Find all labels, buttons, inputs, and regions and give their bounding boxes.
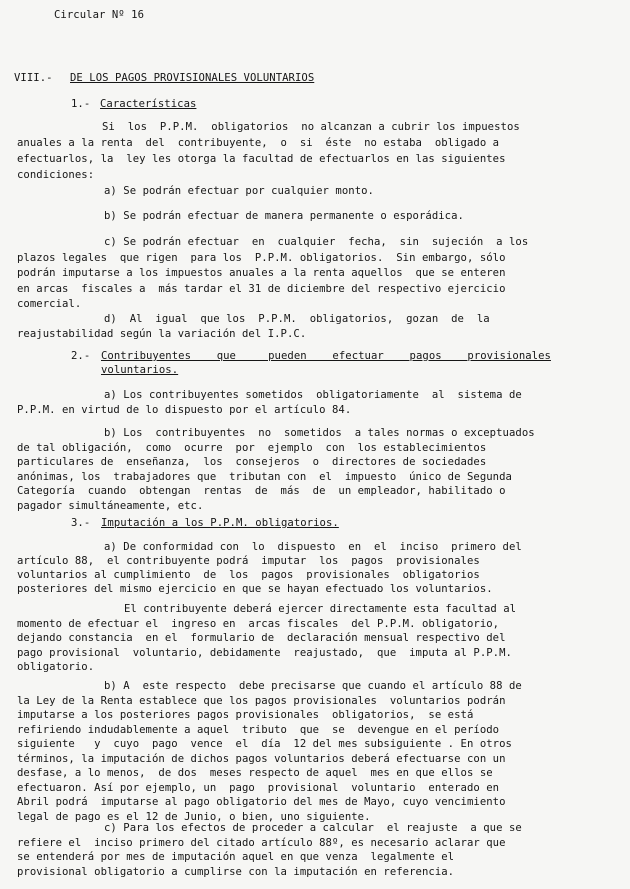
sub3-item-b-line: Abril podrá imputarse al pago obligatorio del mes de Mayo, cuyo vencimiento: [17, 796, 506, 808]
sub3-item-b-line: desfase, a lo menos, de dos meses respecto de aquel mes en que ellos se: [17, 767, 493, 779]
section-number: VIII.-: [14, 72, 53, 84]
sub3-item-a-line: artículo 88, el contribuyente podrá imputar los pagos provisionales: [17, 555, 480, 567]
sub1-item-c-line: podrán imputarse a los impuestos anuales a la renta aquellos que se enteren: [17, 267, 506, 279]
subsection-3-title: Imputación a los P.P.M. obligatorios.: [101, 517, 339, 529]
sub2-item-b-line: b) Los contribuyentes no sometidos a tales normas o exceptuados: [104, 427, 535, 439]
sub3-para-2-line: El contribuyente deberá ejercer directamente esta facultad al: [124, 603, 517, 615]
sub3-item-b-line: imputarse a los posteriores pagos provisionales obligatorios, se está: [17, 709, 474, 721]
sub1-item-c-line: plazos legales que rigen para los P.P.M. obligatorios. Sin embargo, sólo: [17, 251, 506, 264]
sub1-item-c-line: en arcas fiscales a más tardar el 31 de diciembre del respectivo ejercicio: [17, 282, 506, 295]
sub3-item-c-line: refiere el inciso primero del citado artículo 88º, es necesario aclarar que: [17, 836, 506, 849]
sub1-intro-line: efectuarlos, la ley les otorga la facultad de efectuarlos en las siguientes: [17, 153, 506, 165]
sub1-item-d-line: d) Al igual que los P.P.M. obligatorios, gozan de la: [104, 313, 490, 325]
sub2-item-a-line: a) Los contribuyentes sometidos obligatoriamente al sistema de: [104, 389, 522, 401]
sub3-item-b-line: efectuaron. Así por ejemplo, un pago provisional voluntario enterado en: [17, 781, 500, 794]
sub3-item-b-line: refiriendo indudablemente a aquel tributo que se devengue en el período: [17, 723, 500, 736]
sub1-item-c-line: c) Se podrán efectuar en cualquier fecha, sin sujeción a los: [104, 236, 529, 248]
sub2-item-b-line: pagador simultáneamente, etc.: [17, 499, 204, 512]
sub3-item-c-line: se entenderá por mes de imputación aquel en que venza legalmente el: [17, 851, 455, 863]
sub3-para-2-line: pago provisional voluntario, debidamente reajustado, que imputa al P.P.M.: [17, 646, 512, 659]
sub3-para-2-line: dejando constancia en el formulario de declaración mensual respectivo del: [17, 632, 506, 644]
sub1-intro-line: condiciones:: [17, 169, 95, 181]
sub3-item-a-line: voluntarios al cumplimiento de los pagos provisionales obligatorios: [17, 569, 480, 581]
sub2-item-b-line: particulares de enseñanza, los consejeros o directores de sociedades: [17, 456, 487, 468]
sub2-item-b-line: anónimas, los trabajadores que tributan con el impuesto único de Segunda: [17, 470, 512, 483]
sub3-item-b-line: legal de pago es el 12 de Junio, o bien, uno siguiente.: [17, 810, 371, 823]
sub3-item-a-line: posteriores del mismo ejercicio en que se hayan efectuado los voluntarios.: [17, 583, 493, 595]
sub1-item-d-line: reajustabilidad según la variación del I.P.C.: [17, 327, 307, 340]
subsection-3-number: 3.-: [71, 517, 91, 529]
subsection-2-title: Contribuyentes que pueden efectuar pagos provisionales: [101, 350, 551, 362]
sub3-item-b-line: siguiente y cuyo pago vence el día 12 del mes subsiguiente . En otros: [17, 738, 512, 750]
section-title: DE LOS PAGOS PROVISIONALES VOLUNTARIOS: [70, 72, 315, 84]
subsection-1-number: 1.-: [71, 98, 91, 110]
sub3-para-2-line: momento de efectuar el ingreso en arcas fiscales del P.P.M. obligatorio,: [17, 617, 500, 630]
sub3-item-b-line: b) A este respecto debe precisarse que cuando el artículo 88 de: [104, 680, 522, 692]
subsection-2-title-cont: voluntarios.: [101, 364, 179, 376]
sub2-item-a-line: P.P.M. en virtud de lo dispuesto por el artículo 84.: [17, 403, 352, 416]
document-header: Circular Nº 16: [54, 9, 144, 21]
sub3-item-b-line: la Ley de la Renta establece que los pagos provisionales voluntarios podrán: [17, 694, 506, 707]
subsection-2-number: 2.-: [71, 350, 91, 362]
subsection-1-title: Características: [100, 98, 197, 110]
sub1-item-c-line: comercial.: [17, 298, 82, 310]
sub1-item-b: b) Se podrán efectuar de manera permanente o esporádica.: [104, 210, 464, 222]
sub1-intro-line: anuales a la renta del contribuyente, o si éste no estaba obligado a: [17, 137, 500, 149]
sub3-item-b-line: términos, la imputación de dichos pagos voluntarios deberá efectuarse con un: [17, 752, 506, 765]
sub2-item-b-line: de tal obligación, como ocurre por ejemplo con los establecimientos: [17, 441, 487, 454]
sub3-item-a-line: a) De conformidad con lo dispuesto en el inciso primero del: [104, 541, 522, 553]
sub1-item-a: a) Se podrán efectuar por cualquier monto.: [104, 185, 374, 197]
sub2-item-b-line: Categoría cuando obtengan rentas de más de un empleador, habilitado o: [17, 485, 506, 497]
sub3-item-c-line: c) Para los efectos de proceder a calcular el reajuste a que se: [104, 822, 522, 834]
sub3-para-2-line: obligatorio.: [17, 661, 95, 673]
sub1-intro-line: Si los P.P.M. obligatorios no alcanzan a cubrir los impuestos: [102, 121, 520, 133]
sub3-item-c-line: provisional obligatorio a cumplirse con la imputación en referencia.: [17, 865, 455, 878]
